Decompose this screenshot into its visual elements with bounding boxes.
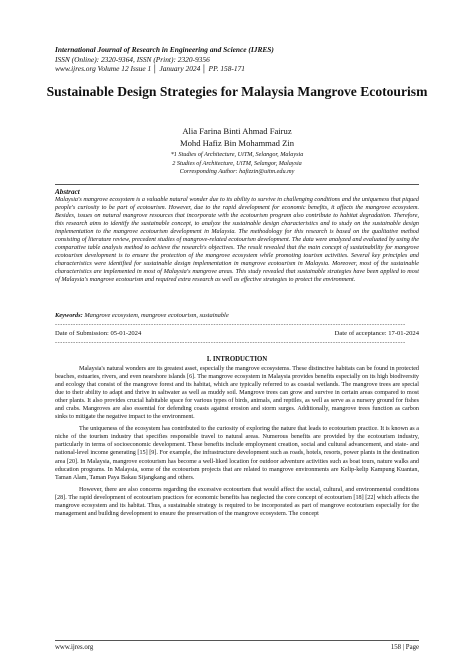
body-text bbox=[55, 365, 419, 522]
author-name: Alia Farina Binti Ahmad Fairuz bbox=[182, 126, 292, 136]
affiliations bbox=[40, 151, 434, 177]
corresponding-author: Corresponding Author: hafizzin@uitm.edu.my bbox=[179, 168, 295, 176]
keywords bbox=[55, 312, 419, 319]
paragraph: Malaysia's natural wonders are its greatest asset, especially the mangrove ecosystems. These distinctive habitats can be found in protected beaches, estuaries, rivers, and even nearshore islands [6]. The mangrove ecosystem in Malaysia provides benefits especially on its high biodiversity and ecology that consist of the mangrove forest and its habitat, which are typically referred to as coastal wetlands. The mangrove trees are special due to their ability to adapt and thrive in saltwater as well as muddy soil. Mangrove trees can grow and survive in certain areas compared to most other plants. It also provides crucial habitable space for various types of birds, animals, and reptiles, as well as serve as a nursery ground for fishes and crabs. Mangroves are also essential for defending coasts against erosion and storm surges. Additionally, mangrove trees function as carbon sinks to mitigate the negative impact to the environment. bbox=[55, 366, 419, 421]
paper-title: Sustainable Design Strategies for Malaysia Mangrove Ecotourism bbox=[46, 84, 428, 99]
affiliation-line: *1 Studies of Architecture, UiTM, Selangor, Malaysia bbox=[170, 151, 304, 158]
submission-date: Date of Submission: 05-01-2024 bbox=[55, 330, 142, 337]
author-list bbox=[40, 126, 434, 149]
keywords-text: Mangrove ecosystem, mangrove ecotourism, sustainable bbox=[84, 312, 229, 319]
journal-issue: www.ijres.org Volume 12 Issue 1 │ January 2024 │ PP. 158-171 bbox=[55, 64, 245, 74]
abstract-heading: Abstract bbox=[55, 188, 80, 196]
keywords-label: Keywords: bbox=[55, 312, 83, 319]
section-heading: I. INTRODUCTION bbox=[206, 356, 268, 363]
abstract-text: Malaysia's mangrove ecosystem is a valuable natural wonder due to its ability to survive in challenging conditions and the uniqueness that piqued people's curiosity to be part of ecotourism. However, due to the rapid development for economic benefits, it affects the mangrove ecosystem. Besides, issues on natural mangrove resources that incorporate with the ecotourism program also contribute to habitat degradation. Therefore, this research aims to identify the sustainable concept, to analyze the sustainable design characteristics and to study on the sustainable design implementation to the mangrove ecotourism development in Malaysia. The methodology for this research is based on the qualitative method consisting of literature review, precedent studies of mangrove-related ecotourism development. The data were analyzed and evaluated by using the comparative table analysis method to achieve the research's objectives. The result revealed that the main concept of sustainability for mangrove ecotourism development is to ensure the protection of the mangrove ecosystem while promoting tourism activities. Several key principles and characteristics were identified for sustainable design implementation in mangrove ecotourism in Malaysia. Moreover, most of the sustainable characteristics are implemented in most of Malaysia's mangrove areas. This study revealed that sustainable strategies have been applied to most of Malaysia's mangrove ecotourism and required extra research as well as effective strategies to protect the environment. bbox=[55, 196, 419, 283]
journal-header bbox=[55, 45, 425, 74]
paragraph: The uniqueness of the ecosystem has contributed to the curiosity of exploring the nature that leads to ecotourism practice. It is known as a niche of the tourism industry that specifies responsible travel to natural areas. Numerous benefits are provided by the ecotourism industry, particularly in terms of socioeconomic development. These benefits include employment creation, social and cultural advancement, and state- and national-level income generating [15] [9]. For example, the infrastructure development such as roads, hotels, resorts, power plants in the destination area [20]. In Malaysia, mangrove ecotourism has become a well-liked location for outdoor adventure activities such as boat tours, nature walks and education programs. In Malaysia, some of the ecotourism projects that are related to mangrove environments are Kelip-kelip Kampung Kuantan, Taman Alam, Taman Paya Bakau Sijangkang and others. bbox=[55, 426, 419, 481]
affiliation-line: 2 Studies of Architecture, UiTM, Selangor, Malaysia bbox=[172, 159, 302, 167]
divider bbox=[55, 184, 419, 185]
footer-divider bbox=[55, 640, 419, 641]
paragraph: However, there are also concerns regarding the excessive ecotourism that would affect the social, cultural, and environmental conditions [28]. The rapid development of ecotourism practices for economic benefits has neglected the core concept of ecotourism [18] [22] which affects the mangrove ecosystem and its habitat. Thus, a sustainable strategy is required to be incorporated as part of mangrove ecotourism especially for the management and building development to ensure the preservation of the mangrove ecosystem. The concept bbox=[55, 486, 419, 517]
author-name: Mohd Hafiz Bin Mohammad Zin bbox=[179, 137, 295, 148]
footer-url: www.ijres.org bbox=[55, 644, 94, 651]
dash-separator: --------------------------------------------------------------------------------------------------------------------------------------- bbox=[55, 340, 406, 346]
dash-separator: --------------------------------------------------------------------------------------------------------------------------------------- bbox=[55, 322, 406, 328]
journal-issn: ISSN (Online): 2320-9364, ISSN (Print): 2320-9356 bbox=[55, 54, 210, 64]
page-number: 158 | Page bbox=[390, 644, 419, 651]
journal-name: International Journal of Research in Engineering and Science (IJRES) bbox=[55, 45, 274, 54]
acceptance-date: Date of acceptance: 17-01-2024 bbox=[334, 330, 419, 337]
